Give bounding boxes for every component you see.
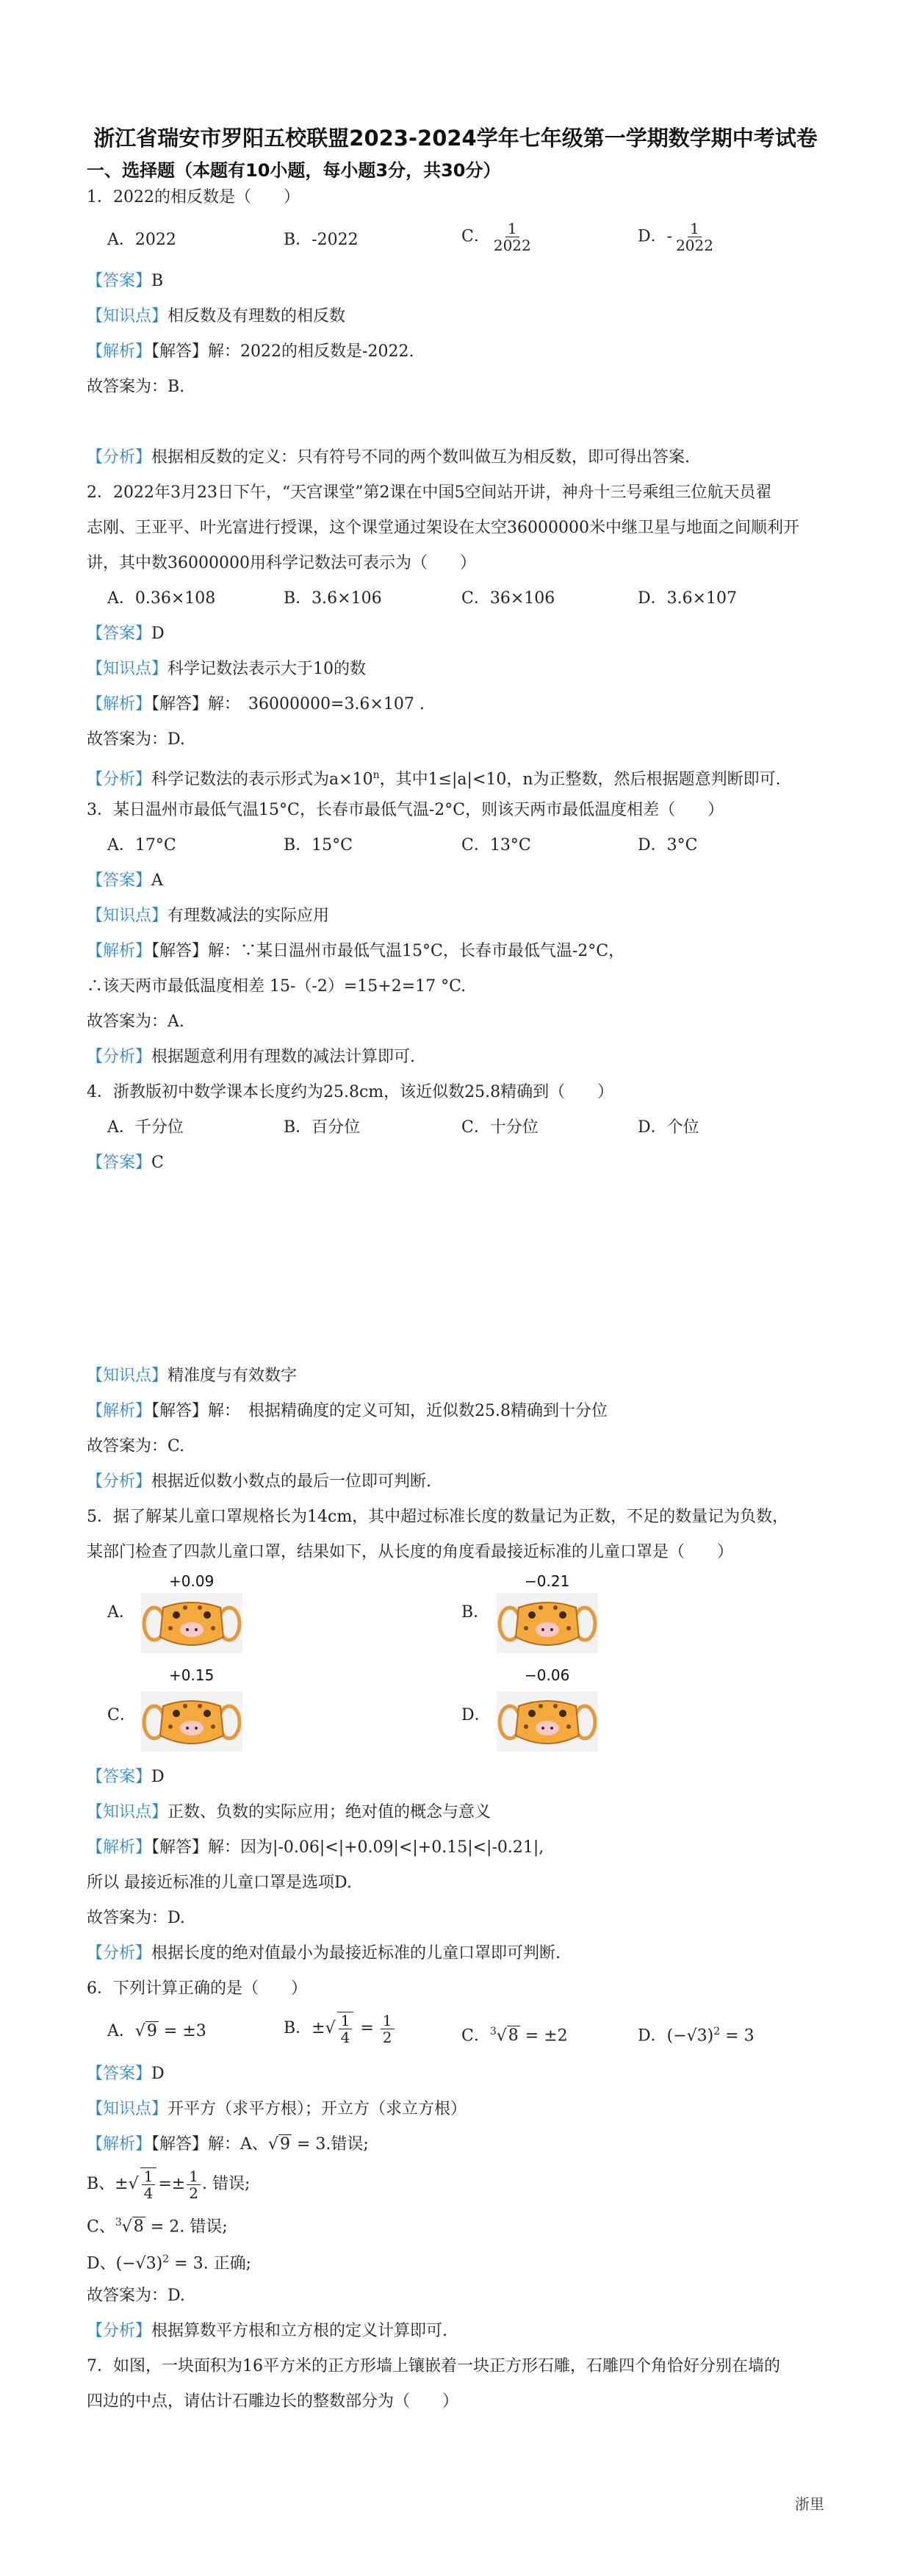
mask-value-a: +0.09	[169, 1572, 215, 1590]
page-footer: 浙里	[795, 2495, 824, 2513]
fenxi-tag: 【分析】	[87, 448, 152, 467]
option-a: A．	[107, 1603, 135, 1622]
option-b: B．3.6×106	[284, 589, 382, 608]
knowledge-text: 有理数减法的实际应用	[168, 907, 330, 925]
knowledge-line	[87, 905, 329, 927]
knowledge-tag: 【知识点】	[87, 1803, 168, 1821]
conclusion-line: 故答案为：A.	[87, 1012, 184, 1031]
section-heading: 一、选择题（本题有10小题，每小题3分，共30分）	[87, 160, 501, 181]
answer-value: A	[151, 871, 163, 890]
answer-line	[87, 623, 165, 645]
radicand: 9	[146, 2022, 157, 2040]
radicand: 8	[133, 2217, 144, 2237]
exponent: 2	[713, 2026, 721, 2037]
conclusion-line: 故答案为：D.	[87, 1909, 185, 1927]
option-label: B．±	[284, 2019, 325, 2037]
mask-value-d: −0.06	[525, 1666, 570, 1684]
option-rest: = 3	[720, 2026, 755, 2046]
question-stem: 志刚、王亚平、叶光富进行授课，这个课堂通过架设在太空36000000米中继卫星与地面之间顺利开	[87, 519, 799, 537]
solution-line	[87, 341, 414, 363]
analysis-tag: 【解析】	[87, 342, 152, 361]
fenxi-text: ，其中1≤|a|<10，n为正整数，然后根据题意判断即可.	[379, 770, 781, 789]
option-a: A．千分位	[107, 1118, 184, 1137]
knowledge-tag: 【知识点】	[87, 1367, 168, 1385]
child-mask-image	[497, 1593, 598, 1653]
analysis-tag: 【解析】	[87, 942, 152, 960]
fenxi-tag: 【分析】	[87, 1472, 152, 1491]
page-title: 浙江省瑞安市罗阳五校联盟2023-2024学年七年级第一学期数学期中考试卷	[93, 126, 818, 151]
option-c: C．十分位	[461, 1118, 539, 1137]
option-b: B．15°C	[284, 836, 353, 855]
option-d: D．3.6×107	[638, 589, 738, 608]
fenxi-text: 根据算数平方根和立方根的定义计算即可.	[151, 2322, 448, 2340]
knowledge-text: 开平方（求平方根）；开立方（求立方根）	[168, 2100, 467, 2118]
fenxi-line	[87, 1471, 431, 1493]
option-d: D．个位	[638, 1118, 699, 1137]
fenxi-tag: 【分析】	[87, 1048, 152, 1066]
solve-tag: 【解答】	[151, 2135, 209, 2154]
fenxi-text: 根据相反数的定义：只有符号不同的两个数叫做互为相反数，即可得出答案.	[151, 448, 691, 467]
solve-text: B、±	[87, 2175, 129, 2193]
denominator: 2	[189, 2184, 198, 2202]
numerator: 1	[142, 2168, 156, 2185]
solve-text: 解：2022的相反数是-2022.	[208, 342, 414, 361]
option-c: C．36×106	[461, 589, 555, 608]
analysis-tag: 【解析】	[87, 2135, 152, 2154]
solution-line: 【解析】【解答】解：A、√9 = 3.错误;	[87, 2135, 369, 2154]
fenxi-text: 根据题意利用有理数的减法计算即可.	[151, 1048, 416, 1066]
knowledge-line	[87, 1365, 297, 1387]
knowledge-tag: 【知识点】	[87, 307, 168, 325]
question-stem: 4．浙教版初中数学课本长度约为25.8cm，该近似数25.8精确到（ ）	[87, 1083, 614, 1101]
question-stem: 某部门检查了四款儿童口罩，结果如下，从长度的角度看最接近标准的儿童口罩是（ ）	[87, 1543, 734, 1561]
fraction	[381, 2012, 395, 2046]
knowledge-text: 科学记数法表示大于10的数	[168, 660, 367, 678]
question-stem: 7．如图，一块面积为16平方米的正方形墙上镶嵌着一块正方形石雕，石雕四个角恰好分别在墙的	[87, 2357, 780, 2375]
option-c: C．	[107, 1706, 136, 1724]
knowledge-line	[87, 658, 366, 680]
option-label: C．	[461, 227, 490, 246]
conclusion-line: 故答案为：C.	[87, 1437, 185, 1456]
child-mask-image	[141, 1593, 242, 1653]
option-b: B．百分位	[284, 1118, 361, 1137]
fenxi-line	[87, 447, 690, 469]
solution-line: C、$^3$√8 = 2. 错误;	[87, 2217, 228, 2237]
denominator: 2022	[676, 237, 713, 254]
denominator: 4	[143, 2184, 154, 2202]
answer-line	[87, 870, 163, 892]
knowledge-text: 精准度与有效数字	[168, 1367, 298, 1385]
answer-value: C	[151, 1154, 164, 1172]
analysis-tag: 【解析】	[87, 1838, 152, 1857]
solve-text: 解：∵某日温州市最低气温15°C，长春市最低气温-2°C，	[208, 942, 625, 960]
conclusion-line: 故答案为：D.	[87, 730, 185, 749]
solve-text: 解： 36000000=3.6×107 .	[208, 695, 425, 713]
conclusion-line: 故答案为：B.	[87, 378, 185, 396]
fenxi-line	[87, 1046, 415, 1068]
expression: (−√3)	[666, 2026, 714, 2046]
solve-tag: 【解答】	[151, 1838, 209, 1857]
option-a: A．17°C	[107, 836, 176, 855]
answer-tag: 【答案】	[87, 2065, 152, 2083]
numerator: 1	[381, 2012, 395, 2029]
solve-tag: 【解答】	[151, 342, 209, 361]
fraction	[674, 220, 716, 253]
option-label: D．	[638, 2026, 667, 2046]
question-stem: 四边的中点，请估计石雕边长的整数部分为（ ）	[87, 2392, 459, 2411]
solution-line	[87, 1837, 544, 1859]
solve-tag: 【解答】	[151, 942, 209, 960]
knowledge-tag: 【知识点】	[87, 907, 168, 925]
option-d	[638, 2021, 755, 2047]
answer-value: D	[151, 625, 165, 643]
question-stem: 5．据了解某儿童口罩规格长为14cm，其中超过标准长度的数量记为正数，不足的数量记为负数，	[87, 1508, 789, 1526]
solve-text: . 错误;	[201, 2175, 251, 2193]
fraction	[140, 2167, 157, 2201]
option-label: D．-	[638, 227, 673, 246]
solve-text: = 3.错误;	[291, 2135, 369, 2154]
numerator: 1	[688, 220, 702, 237]
solution-line	[87, 694, 425, 716]
option-rest: = ±3	[158, 2022, 206, 2040]
root-index: 3	[489, 2026, 497, 2037]
fraction	[491, 220, 533, 253]
fraction	[187, 2168, 201, 2201]
option-label: C．	[461, 2026, 490, 2046]
knowledge-line	[87, 1802, 491, 1824]
numerator: 1	[505, 220, 519, 237]
radicand: 9	[279, 2135, 290, 2154]
solution-line: ∴该天两市最低温度相差 15-（-2）=15+2=17 °C.	[87, 977, 467, 996]
answer-tag: 【答案】	[87, 625, 152, 643]
answer-tag: 【答案】	[87, 871, 152, 890]
answer-value: B	[151, 272, 164, 290]
option-b: B．±√ $\frac{1}{4}$ = $\frac{1}{2}$	[284, 2012, 396, 2046]
answer-line	[87, 1152, 164, 1174]
knowledge-line	[87, 306, 345, 328]
answer-line	[87, 270, 163, 292]
denominator: 2	[382, 2028, 392, 2046]
solve-text: = 3. 正确;	[169, 2254, 252, 2273]
option-b: B．	[461, 1603, 490, 1622]
option-a: A．2022	[107, 231, 176, 249]
fenxi-line	[87, 2320, 447, 2342]
analysis-tag: 【解析】	[87, 1402, 152, 1420]
numerator: 1	[187, 2168, 201, 2185]
child-mask-image	[141, 1691, 242, 1752]
answer-line	[87, 2063, 165, 2085]
conclusion-line: 故答案为：D.	[87, 2287, 185, 2305]
fenxi-text: 科学记数法的表示形式为a×10	[151, 770, 373, 789]
answer-tag: 【答案】	[87, 1154, 152, 1172]
knowledge-tag: 【知识点】	[87, 2100, 168, 2118]
solve-tag: 【解答】	[151, 1402, 209, 1420]
answer-line	[87, 1766, 165, 1788]
exponent: 2	[162, 2253, 170, 2265]
solve-text: = 2. 错误;	[145, 2217, 228, 2237]
option-c	[461, 220, 535, 253]
expression: (−√3)	[115, 2254, 163, 2273]
solve-text: 解：因为|-0.06|<|+0.09|<|+0.15|<|-0.21|,	[208, 1838, 544, 1857]
solve-text: 解： 根据精确度的定义可知，近似数25.8精确到十分位	[208, 1402, 608, 1420]
option-d: D．	[461, 1706, 491, 1724]
fenxi-tag: 【分析】	[87, 2322, 152, 2340]
answer-value: D	[151, 1768, 165, 1786]
question-stem: 3．某日温州市最低气温15°C，长春市最低气温-2°C，则该天两市最低温度相差（ ）	[87, 801, 724, 819]
fenxi-tag: 【分析】	[87, 770, 152, 789]
option-d	[638, 220, 717, 253]
fenxi-text: 根据长度的绝对值最小为最接近标准的儿童口罩即可判断.	[151, 1944, 561, 1962]
option-d: D．3°C	[638, 836, 698, 855]
fenxi-line	[87, 1943, 561, 1965]
question-stem: 6．下列计算正确的是（ ）	[87, 1979, 307, 1998]
solution-line	[87, 940, 624, 963]
solution-line	[87, 2248, 251, 2275]
fenxi-line	[87, 764, 781, 791]
solve-text: =±	[158, 2175, 186, 2193]
root-index: 3	[115, 2217, 122, 2228]
solution-line: B、±√ $\frac{1}{4}$ =± $\frac{1}{2}$ . 错误;	[87, 2167, 251, 2202]
fenxi-tag: 【分析】	[87, 1944, 152, 1962]
option-c: C．$^3$√8 = ±2	[461, 2026, 568, 2046]
numerator: 1	[339, 2012, 353, 2029]
child-mask-image	[497, 1691, 598, 1752]
analysis-tag: 【解析】	[87, 695, 152, 713]
question-stem: 2．2022年3月23日下午，“天宫课堂”第2课在中国5空间站开讲，神舟十三号乘组三位航天员翟	[87, 483, 772, 502]
option-b: B．-2022	[284, 231, 359, 249]
option-c: C．13°C	[461, 836, 531, 855]
denominator: 2022	[493, 237, 531, 254]
knowledge-line	[87, 2098, 467, 2120]
option-a: A．0.36×108	[107, 589, 216, 608]
denominator: 4	[340, 2029, 350, 2046]
equals: =	[355, 2019, 379, 2037]
fraction	[337, 2012, 354, 2046]
solve-text: D、	[87, 2254, 116, 2273]
question-stem: 1．2022的相反数是（ ）	[87, 188, 300, 206]
solution-line	[87, 1400, 608, 1422]
option-label: A．	[107, 2022, 135, 2040]
knowledge-text: 正数、负数的实际应用；绝对值的概念与意义	[168, 1803, 491, 1821]
solution-line: 所以 最接近标准的儿童口罩是选项D.	[87, 1874, 352, 1892]
answer-tag: 【答案】	[87, 272, 152, 290]
solve-text: C、	[87, 2217, 115, 2237]
option-rest: = ±2	[519, 2026, 568, 2046]
fenxi-text: 根据近似数小数点的最后一位即可判断.	[151, 1472, 432, 1491]
answer-value: D	[151, 2065, 165, 2083]
option-a: A．√9 = ±3	[107, 2022, 206, 2040]
superscript: n	[372, 769, 380, 781]
mask-value-c: +0.15	[169, 1666, 215, 1684]
question-stem: 讲，其中数36000000用科学记数法可表示为（ ）	[87, 554, 476, 572]
answer-tag: 【答案】	[87, 1768, 152, 1786]
knowledge-tag: 【知识点】	[87, 660, 168, 678]
knowledge-text: 相反数及有理数的相反数	[168, 307, 346, 325]
mask-value-b: −0.21	[525, 1572, 570, 1590]
solve-text: 解：A、	[208, 2135, 268, 2154]
solve-tag: 【解答】	[151, 695, 209, 713]
radicand: 8	[508, 2026, 519, 2046]
